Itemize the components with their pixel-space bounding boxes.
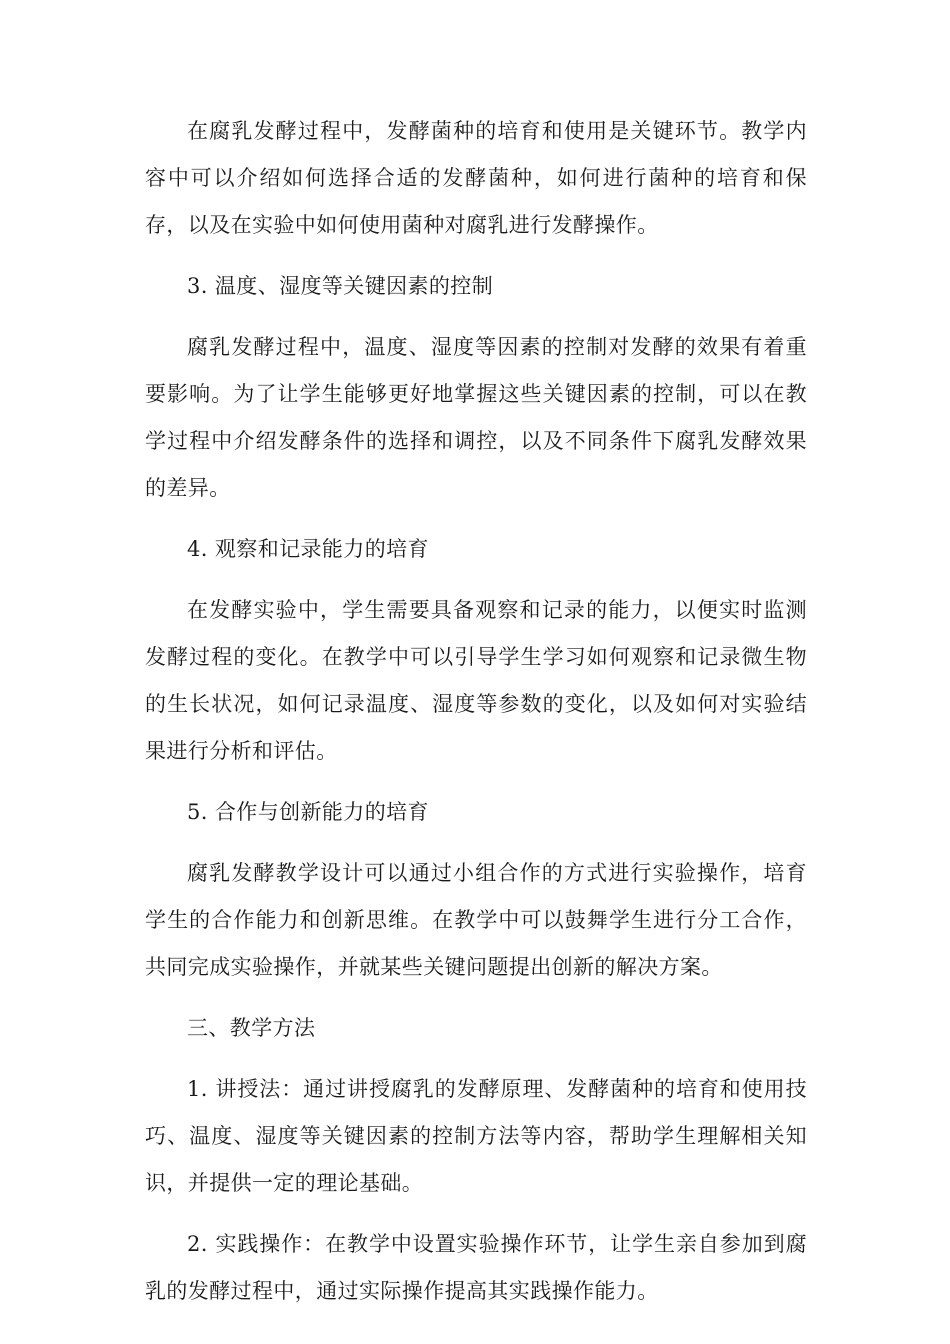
heading-temperature-humidity-control: 3. 温度、湿度等关键因素的控制: [187, 274, 494, 298]
paragraph-practice-method: 2. 实践操作：在教学中设置实验操作环节，让学生亲自参加到腐乳的发酵过程中，通过实际操作提高其实践操作能力。: [145, 1232, 807, 1303]
heading-observation-recording: 4. 观察和记录能力的培育: [187, 537, 429, 561]
paragraph-fermentation-strains: 在腐乳发酵过程中，发酵菌种的培育和使用是关键环节。教学内容中可以介绍如何选择合适的发酵菌种，如何进行菌种的培育和保存，以及在实验中如何使用菌种对腐乳进行发酵操作。: [145, 119, 807, 237]
heading-teaching-methods: 三、教学方法: [187, 1016, 316, 1040]
paragraph-temperature-humidity: 腐乳发酵过程中，温度、湿度等因素的控制对发酵的效果有着重要影响。为了让学生能够更好地掌握这些关键因素的控制，可以在教学过程中介绍发酵条件的选择和调控，以及不同条件下腐乳发酵效果的差异。: [145, 335, 807, 500]
paragraph-cooperation-innovation: 腐乳发酵教学设计可以通过小组合作的方式进行实验操作，培育学生的合作能力和创新思维。在教学中可以鼓舞学生进行分工合作，共同完成实验操作，并就某些关键问题提出创新的解决方案。: [145, 861, 807, 979]
document-body: [145, 108, 807, 1315]
paragraph-observation-recording: 在发酵实验中，学生需要具备观察和记录的能力，以便实时监测发酵过程的变化。在教学中可以引导学生学习如何观察和记录微生物的生长状况，如何记录温度、湿度等参数的变化，以及如何对实验结果进行分析和评估。: [145, 598, 807, 763]
heading-cooperation-innovation: 5. 合作与创新能力的培育: [187, 800, 429, 824]
paragraph-lecture-method: 1. 讲授法：通过讲授腐乳的发酵原理、发酵菌种的培育和使用技巧、温度、湿度等关键因素的控制方法等内容，帮助学生理解相关知识，并提供一定的理论基础。: [145, 1077, 807, 1195]
